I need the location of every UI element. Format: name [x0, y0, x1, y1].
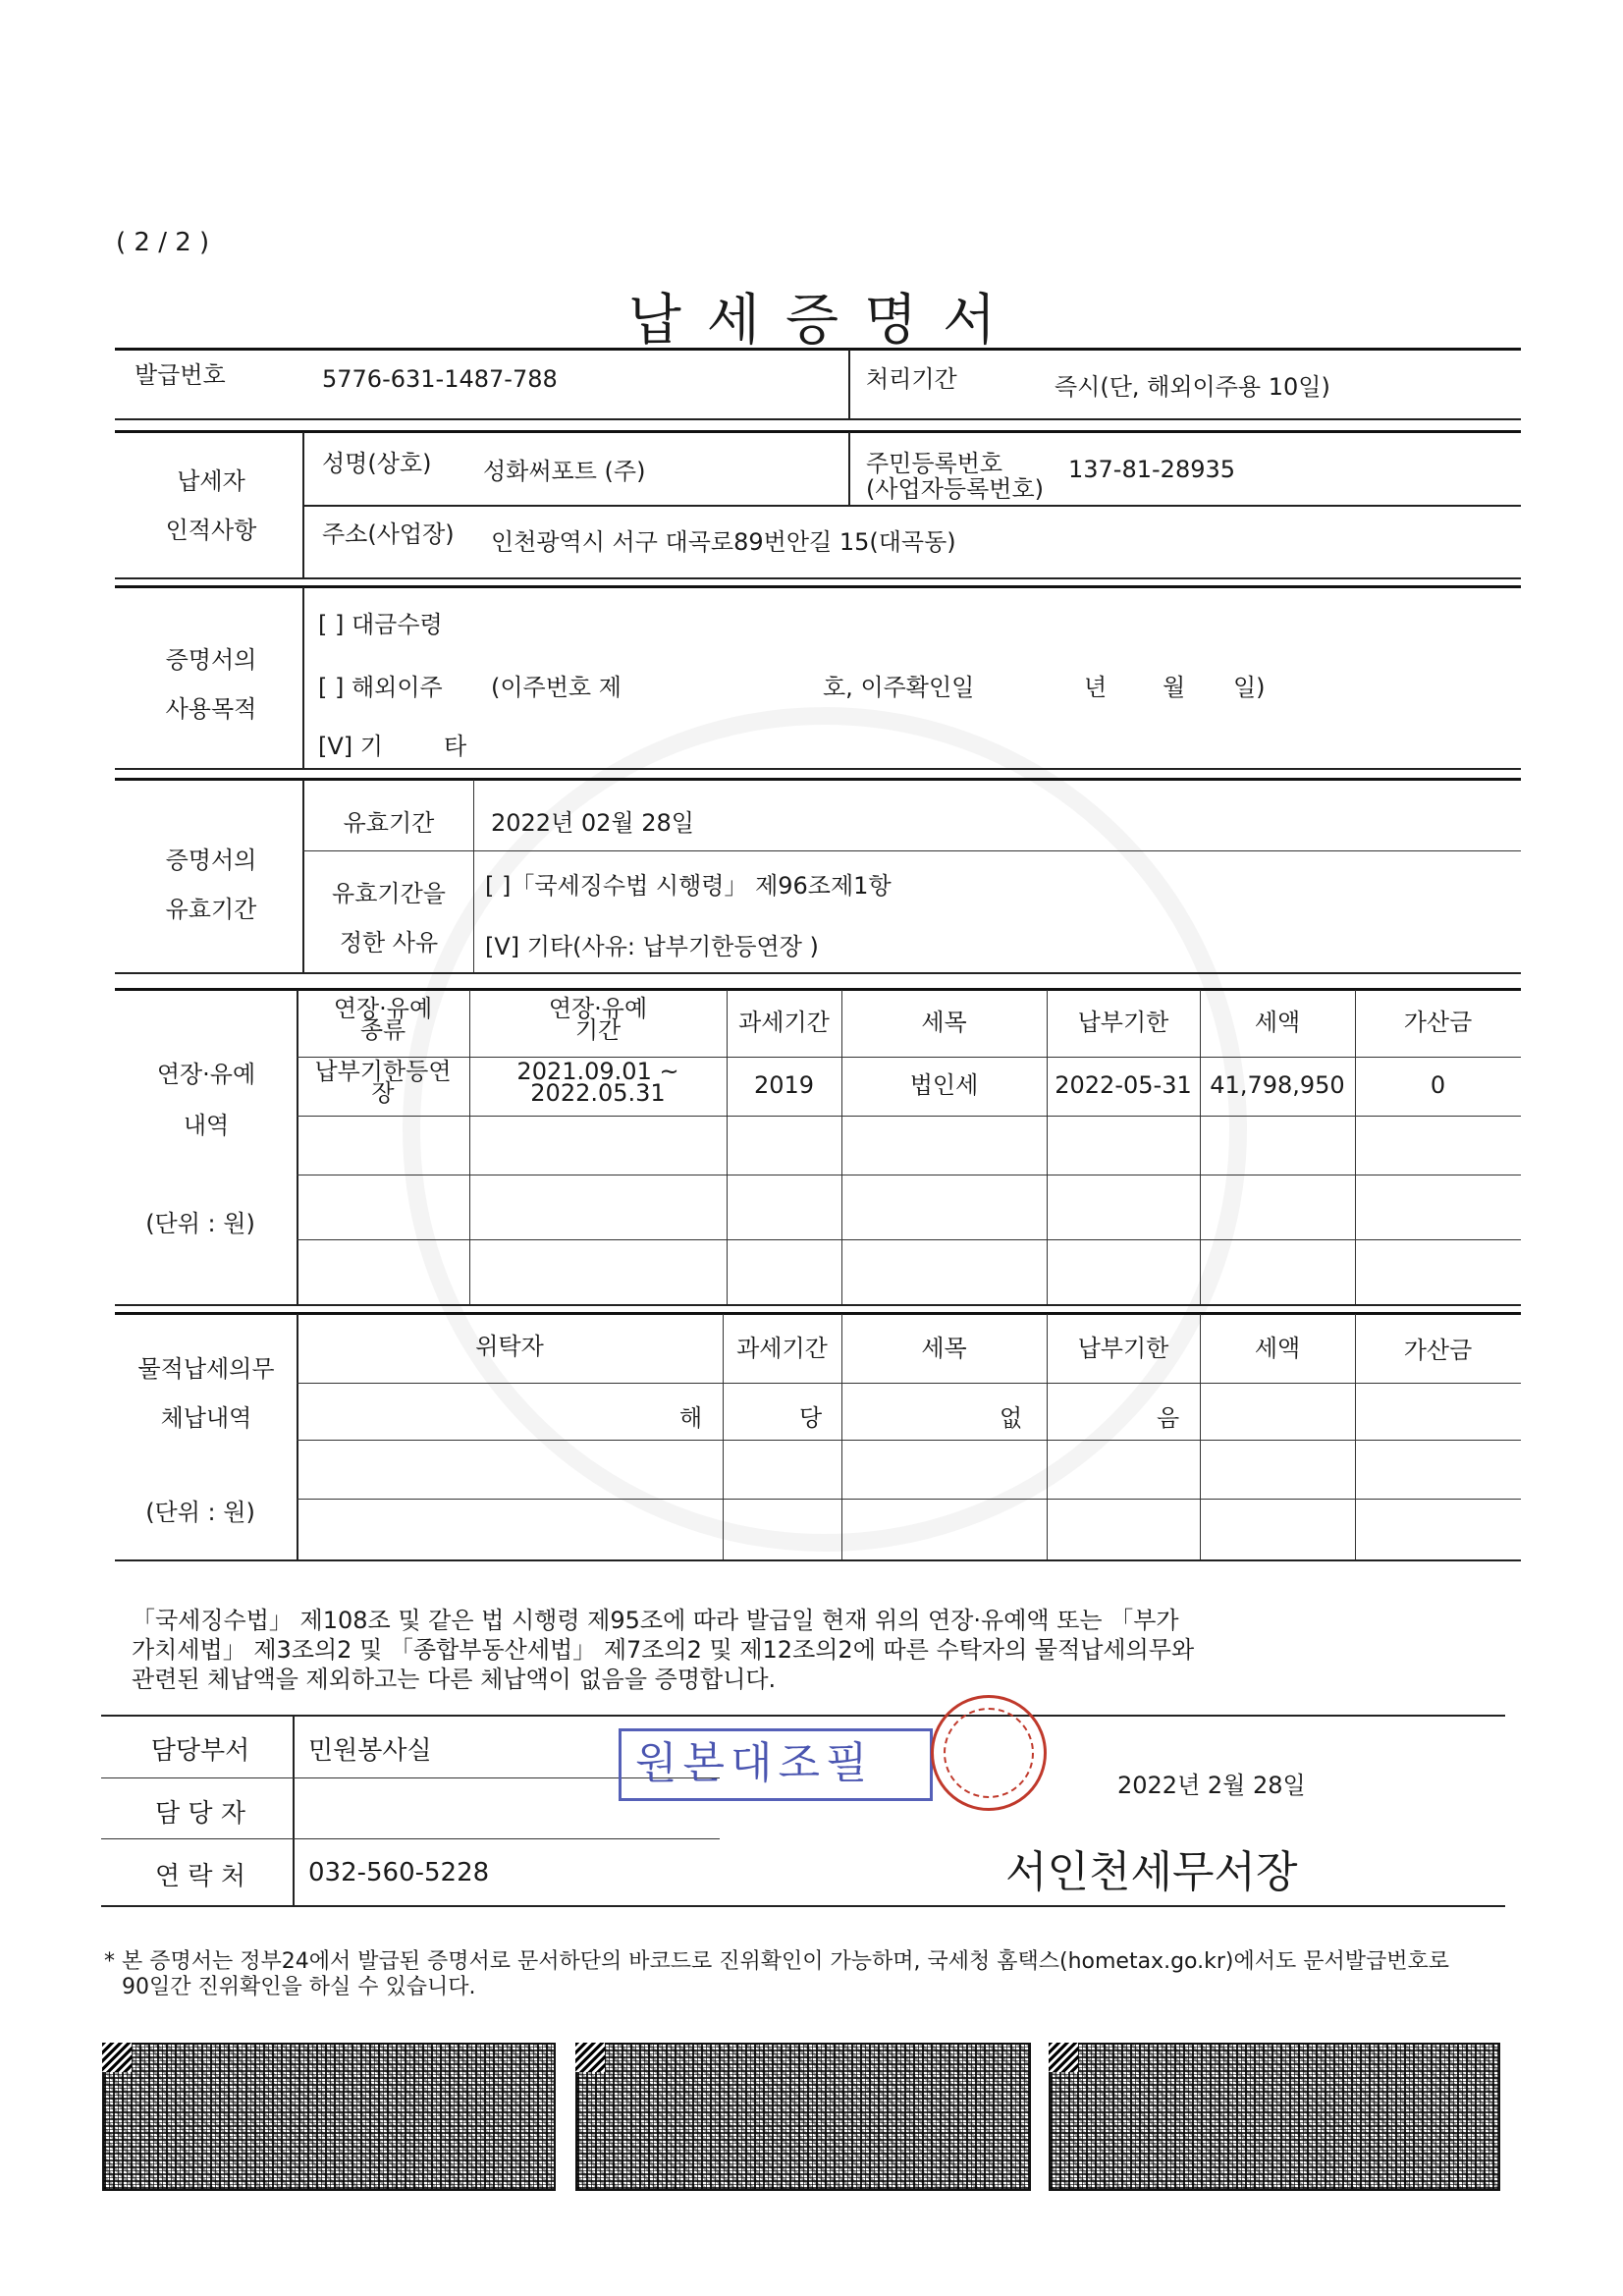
month-label: 월 [1163, 674, 1186, 701]
extension-section-label: 연장·유예 [156, 1061, 256, 1088]
rule [115, 1312, 1521, 1315]
processing-period-label: 처리기간 [866, 365, 957, 393]
name-label: 성명(상호) [322, 450, 432, 477]
taxpayer-section-label-2: 인적사항 [165, 517, 257, 544]
validity-period: 2022년 02월 28일 [491, 809, 694, 837]
rule [115, 972, 1521, 974]
divider [848, 432, 850, 505]
statement-line: 가치세법」 제3조의2 및 「종합부동산세법」 제7조의2 및 제12조의2에 따른 수탁자의 물적납세의무와 [132, 1636, 1195, 1664]
header-tax-period: 과세기간 [738, 1009, 830, 1036]
rule [115, 577, 1521, 579]
none-char: 없 [1000, 1404, 1023, 1432]
header-trustor: 위탁자 [475, 1333, 544, 1360]
dept-label: 담당부서 [150, 1736, 250, 1766]
header-extension-period: 연장·유예 기간 [548, 995, 648, 1044]
none-char: 당 [799, 1404, 823, 1432]
dept-value: 민원봉사실 [308, 1736, 432, 1766]
divider [848, 350, 850, 418]
none-char: 해 [679, 1404, 703, 1432]
row-tax-item: 법인세 [909, 1071, 979, 1099]
divider [473, 780, 474, 972]
rule [115, 1559, 1521, 1561]
reg-number-label: 주민등록번호 [866, 450, 1003, 477]
rule [115, 988, 1521, 991]
purpose-section-label-2: 사용목적 [165, 695, 257, 723]
rule [297, 1057, 1521, 1058]
header-tax-item-2: 세목 [921, 1335, 967, 1362]
row-penalty: 0 [1430, 1071, 1446, 1099]
verification-barcode [575, 2043, 1031, 2191]
reg-number-label-2: (사업자등록번호) [866, 475, 1045, 503]
purpose-option-payment: [ ] 대금수령 [318, 611, 443, 638]
day-label: 일) [1233, 674, 1266, 701]
rule [297, 1116, 1521, 1117]
header-tax-period-2: 과세기간 [736, 1335, 828, 1362]
validity-reason-statute: [ ]「국세징수법 시행령」 제96조제1항 [485, 872, 892, 900]
validity-reason-label-2: 정한 사유 [339, 929, 439, 957]
row-extension-period: 2021.09.01 ~ 2022.05.31 [516, 1058, 679, 1107]
emigration-number: (이주번호 제 [491, 674, 622, 701]
statement-line: 관련된 체납액을 제외하고는 다른 체납액이 없음을 증명합니다. [132, 1666, 777, 1693]
rule [115, 778, 1521, 781]
header-penalty: 가산금 [1403, 1009, 1473, 1036]
taxpayer-section-label: 납세자 [177, 467, 245, 495]
validity-section-label: 증명서의 [165, 847, 257, 874]
validity-section-label-2: 유효기간 [165, 896, 257, 923]
row-extension-type: 납부기한등연 장 [314, 1058, 452, 1107]
rule [101, 1905, 1505, 1907]
footnote-line: 90일간 진위확인을 하실 수 있습니다. [122, 1975, 476, 1999]
phone-value: 032-560-5228 [308, 1858, 490, 1887]
purpose-option-other: [V] 기 [318, 733, 383, 760]
rule [101, 1715, 1505, 1717]
company-name: 성화써포트 (주) [483, 458, 646, 485]
header-tax-item: 세목 [921, 1009, 967, 1036]
header-due-date: 납부기한 [1077, 1009, 1169, 1036]
row-due-date: 2022-05-31 [1055, 1071, 1192, 1099]
header-tax-amount-2: 세액 [1254, 1335, 1301, 1362]
material-unit: (단위 : 원) [145, 1499, 255, 1526]
divider [293, 1717, 295, 1905]
divider [302, 780, 304, 972]
rule [115, 1304, 1521, 1306]
purpose-option-other-tail: 타 [444, 733, 467, 760]
rule [297, 1383, 1521, 1384]
rule [297, 1440, 1521, 1441]
divider [302, 587, 304, 768]
address-label: 주소(사업장) [322, 520, 455, 548]
processing-period: 즉시(단, 해외이주용 10일) [1055, 373, 1330, 401]
validity-reason-other: [V] 기타(사유: 납부기한등연장 ) [485, 933, 819, 960]
statement-line: 「국세징수법」 제108조 및 같은 법 시행령 제95조에 따라 발급일 현재 위의 연장·유예액 또는 「부가 [132, 1607, 1179, 1634]
none-char: 음 [1157, 1404, 1180, 1432]
row-tax-amount: 41,798,950 [1210, 1071, 1345, 1099]
issue-date: 2022년 2월 28일 [1117, 1772, 1306, 1799]
material-section-label: 물적납세의무 [137, 1355, 275, 1383]
rule [101, 1838, 720, 1839]
year-label: 년 [1084, 674, 1108, 701]
rule [302, 850, 1521, 851]
issue-number: 5776-631-1487-788 [322, 365, 558, 393]
rule [115, 430, 1521, 433]
page-title: 납세증명서 [627, 289, 1022, 353]
validity-reason-label: 유효기간을 [332, 880, 446, 907]
extension-unit: (단위 : 원) [145, 1210, 255, 1237]
person-label: 담 당 자 [155, 1799, 245, 1829]
header-tax-amount: 세액 [1254, 1009, 1301, 1036]
rule [115, 585, 1521, 588]
divider [1200, 990, 1201, 1304]
purpose-section-label: 증명서의 [165, 646, 257, 674]
extension-section-label-2: 내역 [183, 1112, 230, 1139]
row-tax-period: 2019 [753, 1071, 815, 1099]
address: 인천광역시 서구 대곡로89번안길 15(대곡동) [491, 528, 956, 556]
rule [115, 418, 1521, 420]
rule [302, 505, 1521, 507]
header-extension-type: 연장·유예 종류 [333, 995, 433, 1044]
header-penalty-2: 가산금 [1403, 1337, 1473, 1364]
issue-number-label: 발급번호 [135, 361, 226, 389]
rule [297, 1499, 1521, 1500]
divider [841, 990, 842, 1304]
original-copy-stamp: 원본대조필 [619, 1728, 933, 1801]
rule [115, 348, 1521, 351]
material-section-label-2: 체납내역 [160, 1404, 252, 1432]
header-due-date-2: 납부기한 [1077, 1335, 1169, 1362]
emigration-date: 호, 이주확인일 [823, 674, 975, 701]
official-seal [931, 1695, 1047, 1811]
divider [727, 990, 728, 1304]
rule [297, 1239, 1521, 1240]
validity-period-label: 유효기간 [343, 809, 435, 837]
tax-office-head: 서인천세무서장 [1005, 1847, 1298, 1897]
phone-label: 연 락 처 [155, 1862, 245, 1891]
verification-barcode [102, 2043, 556, 2191]
purpose-option-emigration: [ ] 해외이주 [318, 674, 443, 701]
rule [115, 768, 1521, 770]
verification-barcode [1049, 2043, 1500, 2191]
page-number: ( 2 / 2 ) [116, 228, 210, 257]
business-reg-number: 137-81-28935 [1068, 456, 1236, 483]
footnote-line: * 본 증명서는 정부24에서 발급된 증명서로 문서하단의 바코드로 진위확인이 가능하며, 국세청 홈택스(hometax.go.kr)에서도 문서발급번호로 [104, 1949, 1449, 1974]
divider [1355, 990, 1356, 1304]
divider [1047, 990, 1048, 1304]
